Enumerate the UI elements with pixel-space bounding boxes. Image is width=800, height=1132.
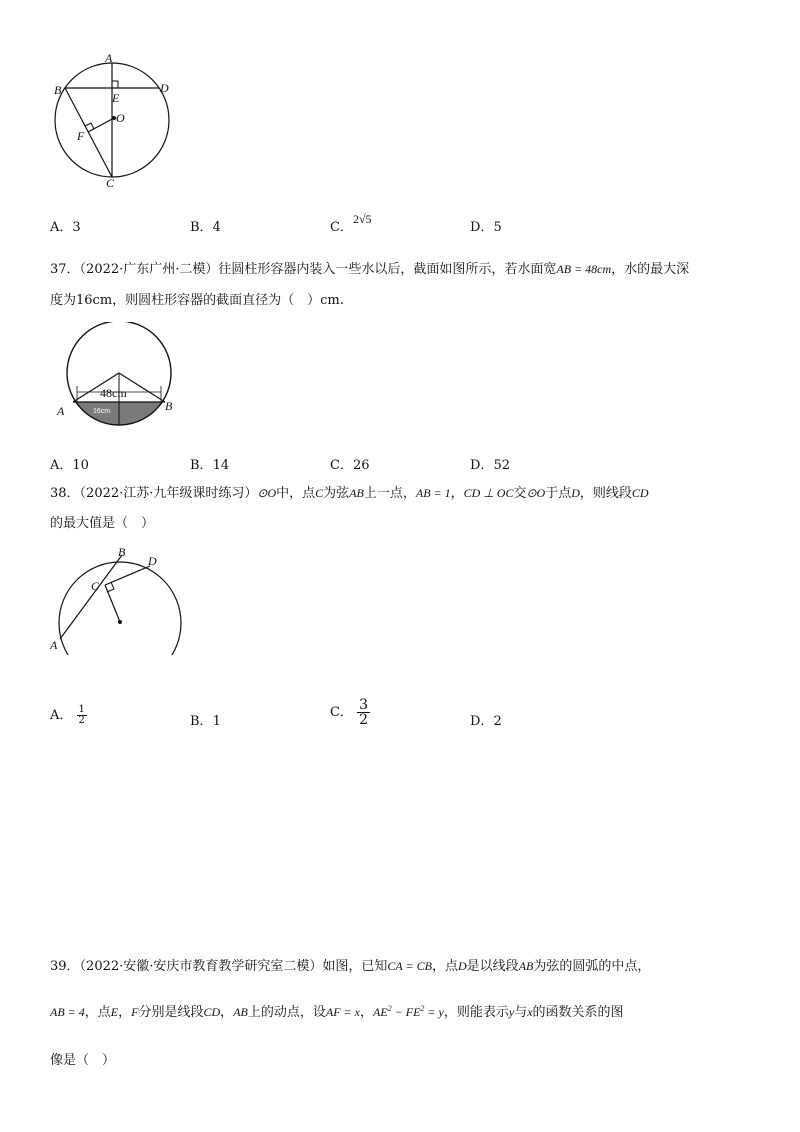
q39-ae-fe-equation: $AE^2 - FE^2 = y$ <box>372 1004 444 1019</box>
q38-option-c[interactable]: C． $\frac{3}{2}$ <box>330 697 369 728</box>
q36-option-c[interactable]: C．2√5 <box>330 212 372 235</box>
q38-line-1: 38．（2022·江苏·九年级课时练习）⊙O中，点C为弦AB上一点，AB = 1，CD ⊥ OC交⊙O于点D，则线段CD <box>50 486 649 501</box>
q39-line-3: 像是（ ） <box>50 1053 116 1068</box>
q37-line-1: 37．（2022·广东广州·二模）往圆柱形容器内装入一些水以后，截面如图所示，若水面宽AB = 48cm，水的最大深 <box>50 262 690 277</box>
q38-option-a-fraction: $\frac{1}{2}$ <box>78 704 85 726</box>
q37-option-b[interactable]: B．14 <box>190 458 230 473</box>
q36-label-d: D <box>160 81 169 95</box>
q38-label-b: B <box>118 545 126 559</box>
q36-label-o: O <box>116 111 125 125</box>
q37-option-d[interactable]: D．52 <box>470 458 510 473</box>
q36-label-b: B <box>54 83 62 97</box>
q37-container-figure <box>55 322 185 430</box>
q37-label-a: A <box>57 404 65 418</box>
q36-option-a[interactable]: A．3 <box>50 220 81 235</box>
q39-line-2: AB = 4，点E，F分别是线段CD，AB上的动点，设AF = x，$AE^2 - FE^2 = y$，则能表示y与x的函数关系的图 <box>50 1004 624 1020</box>
q37-width-label: 48cm <box>100 386 127 400</box>
q36-option-b[interactable]: B．4 <box>190 220 221 235</box>
q37-option-a[interactable]: A．10 <box>50 458 89 473</box>
q38-circle-figure <box>46 543 186 655</box>
q37-depth-label: 16cm <box>93 408 111 415</box>
q38-option-b[interactable]: B．1 <box>190 714 221 729</box>
q38-label-a: A <box>50 638 58 652</box>
q37-label-b: B <box>165 399 173 413</box>
q38-option-c-fraction: $\frac{3}{2}$ <box>359 697 369 728</box>
q36-label-f: F <box>77 129 85 143</box>
q38-label-d: D <box>148 554 157 568</box>
q38-line-2: 的最大值是（ ） <box>50 516 155 531</box>
q36-label-a: A <box>105 51 113 65</box>
q38-option-a[interactable]: A． $\frac{1}{2}$ <box>50 704 85 726</box>
q38-label-c: C <box>91 579 100 593</box>
q36-label-e: E <box>112 91 120 105</box>
q36-circle-figure <box>50 50 180 190</box>
q37-option-c[interactable]: C．26 <box>330 458 370 473</box>
q39-line-1: 39．（2022·安徽·安庆市教育教学研究室二模）如图，已知CA = CB，点D是以线段AB为弦的圆弧的中点， <box>50 959 651 974</box>
q38-option-d[interactable]: D．2 <box>470 714 502 729</box>
q37-line-2: 度为16cm，则圆柱形容器的截面直径为（ ）cm. <box>50 293 344 308</box>
q36-label-c: C <box>106 176 115 190</box>
q36-option-d[interactable]: D．5 <box>470 220 502 235</box>
